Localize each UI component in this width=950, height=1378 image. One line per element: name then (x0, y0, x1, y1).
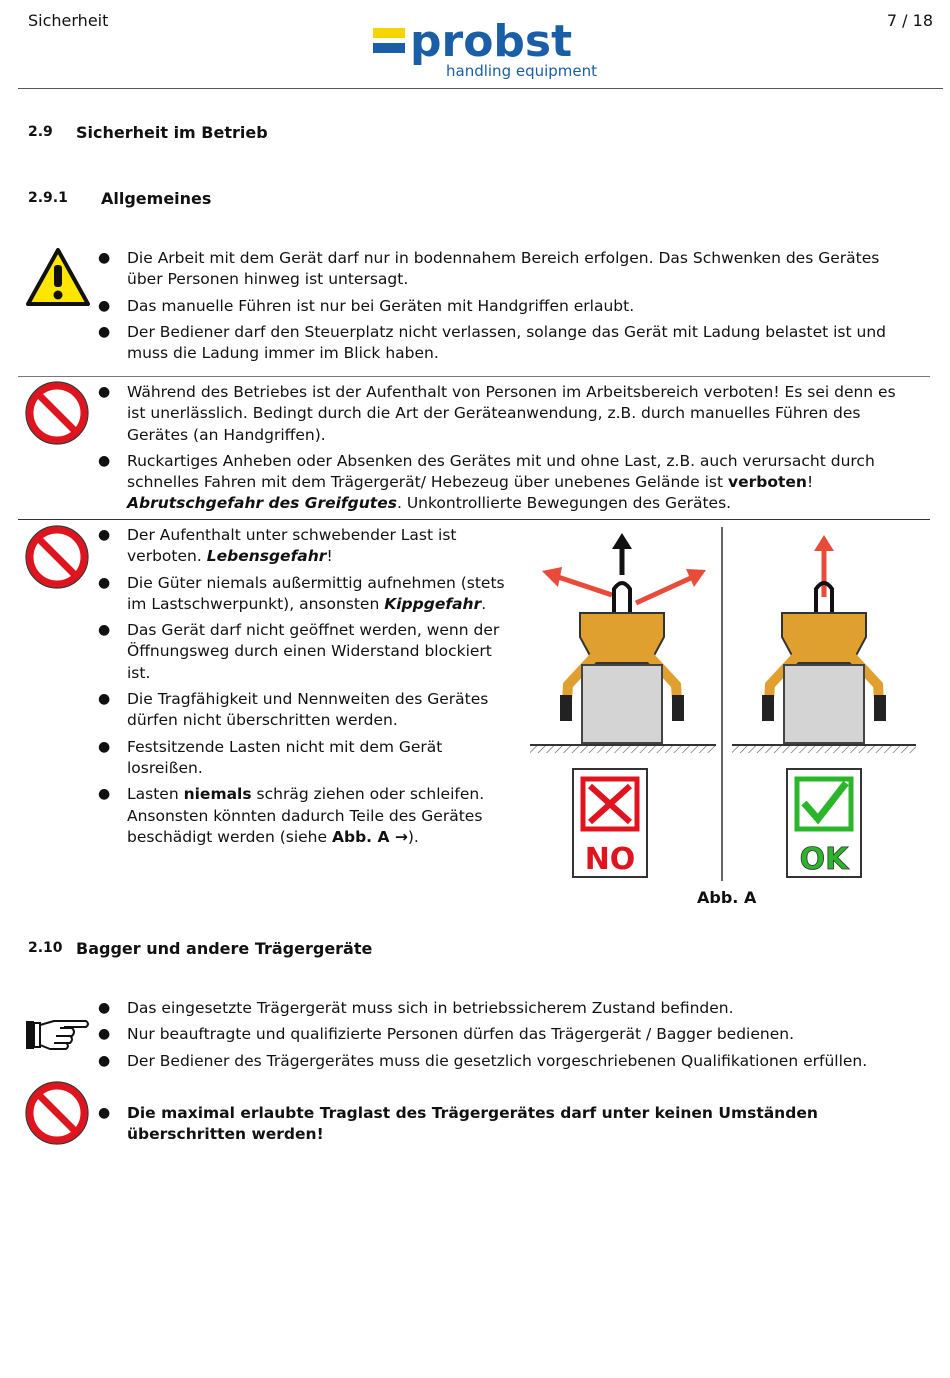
list-item: ● Der Bediener des Trägergerätes muss die gesetzlich vorgeschriebenen Qualifikationen erfüllen. (127, 1051, 917, 1072)
header-section-label: Sicherheit (28, 11, 109, 30)
probst-logo (370, 16, 600, 80)
subsection-number: 2.9.1 (28, 190, 68, 206)
general-rules-list (127, 248, 917, 369)
prohibition-icon (25, 381, 89, 449)
divider (18, 376, 930, 377)
section-title: Sicherheit im Betrieb (76, 123, 268, 142)
warning-triangle-icon (25, 247, 91, 311)
svg-text:probst: probst (410, 16, 573, 67)
operation-rules-list (127, 382, 917, 520)
list-item: ● Die Güter niemals außermittig aufnehmen (stets im Lastschwerpunkt), ansonsten Kippgefahr. (127, 573, 512, 616)
prohibition-icon (25, 525, 89, 593)
svg-text:handling equipment: handling equipment (446, 62, 598, 80)
capacity-rule-list (127, 1103, 927, 1151)
header-rule (18, 88, 943, 89)
list-item: ● Festsitzende Lasten nicht mit dem Gerät losreißen. (127, 737, 512, 780)
figure-abb-a (528, 525, 920, 891)
carrier-rules-list (127, 998, 917, 1077)
svg-text:NO: NO (584, 842, 636, 877)
list-item: ● Ruckartiges Anheben oder Absenken des Gerätes mit und ohne Last, z.B. auch verursacht durch schnelles Fahren mit dem Trägergerät/ Hebezeug über unebenes Gelände ist verboten! Abrutschgefahr des Greifgutes. Unkontrollierte Bewegungen des Gerätes. (127, 451, 917, 515)
section-number: 2.9 (28, 124, 53, 140)
list-item: ● Der Aufenthalt unter schwebender Last ist verboten. Lebensgefahr! (127, 525, 512, 568)
correct-lifting-drawing (732, 535, 916, 877)
list-item: ● Lasten niemals schräg ziehen oder schleifen. Ansonsten könnten dadurch Teile des Gerätes beschädigt werden (siehe Abb. A →). (127, 784, 512, 848)
page-number: 7 / 18 (886, 11, 933, 30)
list-item: ● Der Bediener darf den Steuerplatz nicht verlassen, solange das Gerät mit Ladung belastet ist und muss die Ladung immer im Blick haben. (127, 322, 917, 365)
pointing-hand-icon (24, 1015, 92, 1059)
list-item: ● Die maximal erlaubte Traglast des Trägergerätes darf unter keinen Umständen überschritten werden! (127, 1103, 927, 1146)
figure-caption: Abb. A (697, 888, 757, 907)
section-number: 2.10 (28, 940, 63, 956)
svg-text:OK: OK (799, 842, 849, 877)
list-item: ● Nur beauftragte und qualifizierte Personen dürfen das Trägergerät / Bagger bedienen. (127, 1024, 917, 1045)
list-item: ● Während des Betriebes ist der Aufenthalt von Personen im Arbeitsbereich verboten! Es sei denn es ist unerlässlich. Bedingt durch die Art der Geräteanwendung, z.B. durch manuelles Führen des Gerätes (an Handgriffen). (127, 382, 917, 446)
list-item: ● Die Tragfähigkeit und Nennweiten des Gerätes dürfen nicht überschritten werden. (127, 689, 512, 732)
list-item: ● Das manuelle Führen ist nur bei Geräten mit Handgriffen erlaubt. (127, 296, 917, 317)
list-item: ● Die Arbeit mit dem Gerät darf nur in bodennahem Bereich erfolgen. Das Schwenken des Gerätes über Personen hinweg ist untersagt. (127, 248, 917, 291)
divider (18, 519, 930, 520)
prohibition-icon (25, 1081, 89, 1149)
section-title: Bagger und andere Trägergeräte (76, 939, 373, 958)
subsection-title: Allgemeines (101, 189, 212, 208)
load-rules-list (127, 525, 512, 853)
list-item: ● Das eingesetzte Trägergerät muss sich in betriebssicherem Zustand befinden. (127, 998, 917, 1019)
list-item: ● Das Gerät darf nicht geöffnet werden, wenn der Öffnungsweg durch einen Widerstand blockiert ist. (127, 620, 512, 684)
wrong-lifting-drawing (530, 533, 716, 877)
